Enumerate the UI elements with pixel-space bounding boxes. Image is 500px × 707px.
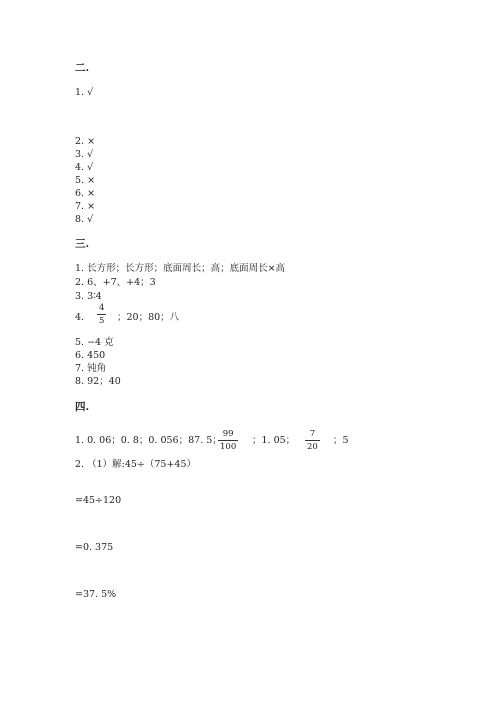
fraction-denominator: 20 [307, 442, 318, 452]
fraction-numerator: 7 [309, 429, 316, 439]
section-two-item-2: 2. × [75, 136, 96, 147]
section-three-item-5: 5. −4 克 [75, 337, 114, 348]
fraction-7-20 [305, 429, 320, 452]
calc-step-1: =45÷120 [75, 495, 122, 506]
calc-step-2: =0. 375 [75, 542, 114, 553]
fraction-denominator: 100 [220, 442, 237, 452]
section-two-item-4: 4. √ [75, 162, 94, 173]
fraction-bar [218, 440, 238, 441]
item-1-middle: ；1. 05； [252, 435, 296, 446]
calc-step-3: =37. 5% [75, 589, 117, 600]
fraction-denominator: 5 [99, 316, 105, 326]
fraction-99-100 [218, 429, 238, 452]
item-4-prefix: 4. [75, 312, 85, 323]
section-two-item-1: 1. √ [75, 87, 94, 98]
item-1-prefix: 1. 0. 06；0. 8；0. 056；87. 5； [75, 435, 222, 446]
section-two-item-7: 7. × [75, 201, 96, 212]
section-three-heading: 三. [75, 238, 90, 250]
section-three-item-8: 8. 92；40 [75, 376, 121, 387]
section-two-item-3: 3. √ [75, 149, 94, 160]
item-4-suffix: ；20；80；八 [117, 312, 180, 323]
section-three-item-2: 2. 6、+7、+4；3 [75, 277, 156, 288]
fraction-bar [97, 314, 106, 315]
section-three-item-1: 1. 长方形；长方形；底面周长；高；底面周长×高 [75, 263, 286, 274]
section-two-heading: 二. [75, 62, 90, 74]
section-three-item-3: 3. 3∶4 [75, 291, 102, 302]
fraction-bar [305, 440, 320, 441]
section-three-item-6: 6. 450 [75, 350, 106, 361]
item-1-suffix: ；5 [333, 435, 349, 446]
section-four-heading: 四. [75, 401, 90, 413]
section-two-item-5: 5. × [75, 175, 96, 186]
section-two-item-8: 8. √ [75, 214, 94, 225]
fraction-four-fifths [97, 303, 106, 326]
section-three-item-7: 7. 钝角 [75, 363, 107, 374]
fraction-numerator: 4 [99, 303, 105, 313]
fraction-numerator: 99 [222, 429, 234, 439]
section-two-item-6: 6. × [75, 188, 96, 199]
section-four-item-2: 2. （1）解:45÷（75+45） [75, 459, 197, 470]
